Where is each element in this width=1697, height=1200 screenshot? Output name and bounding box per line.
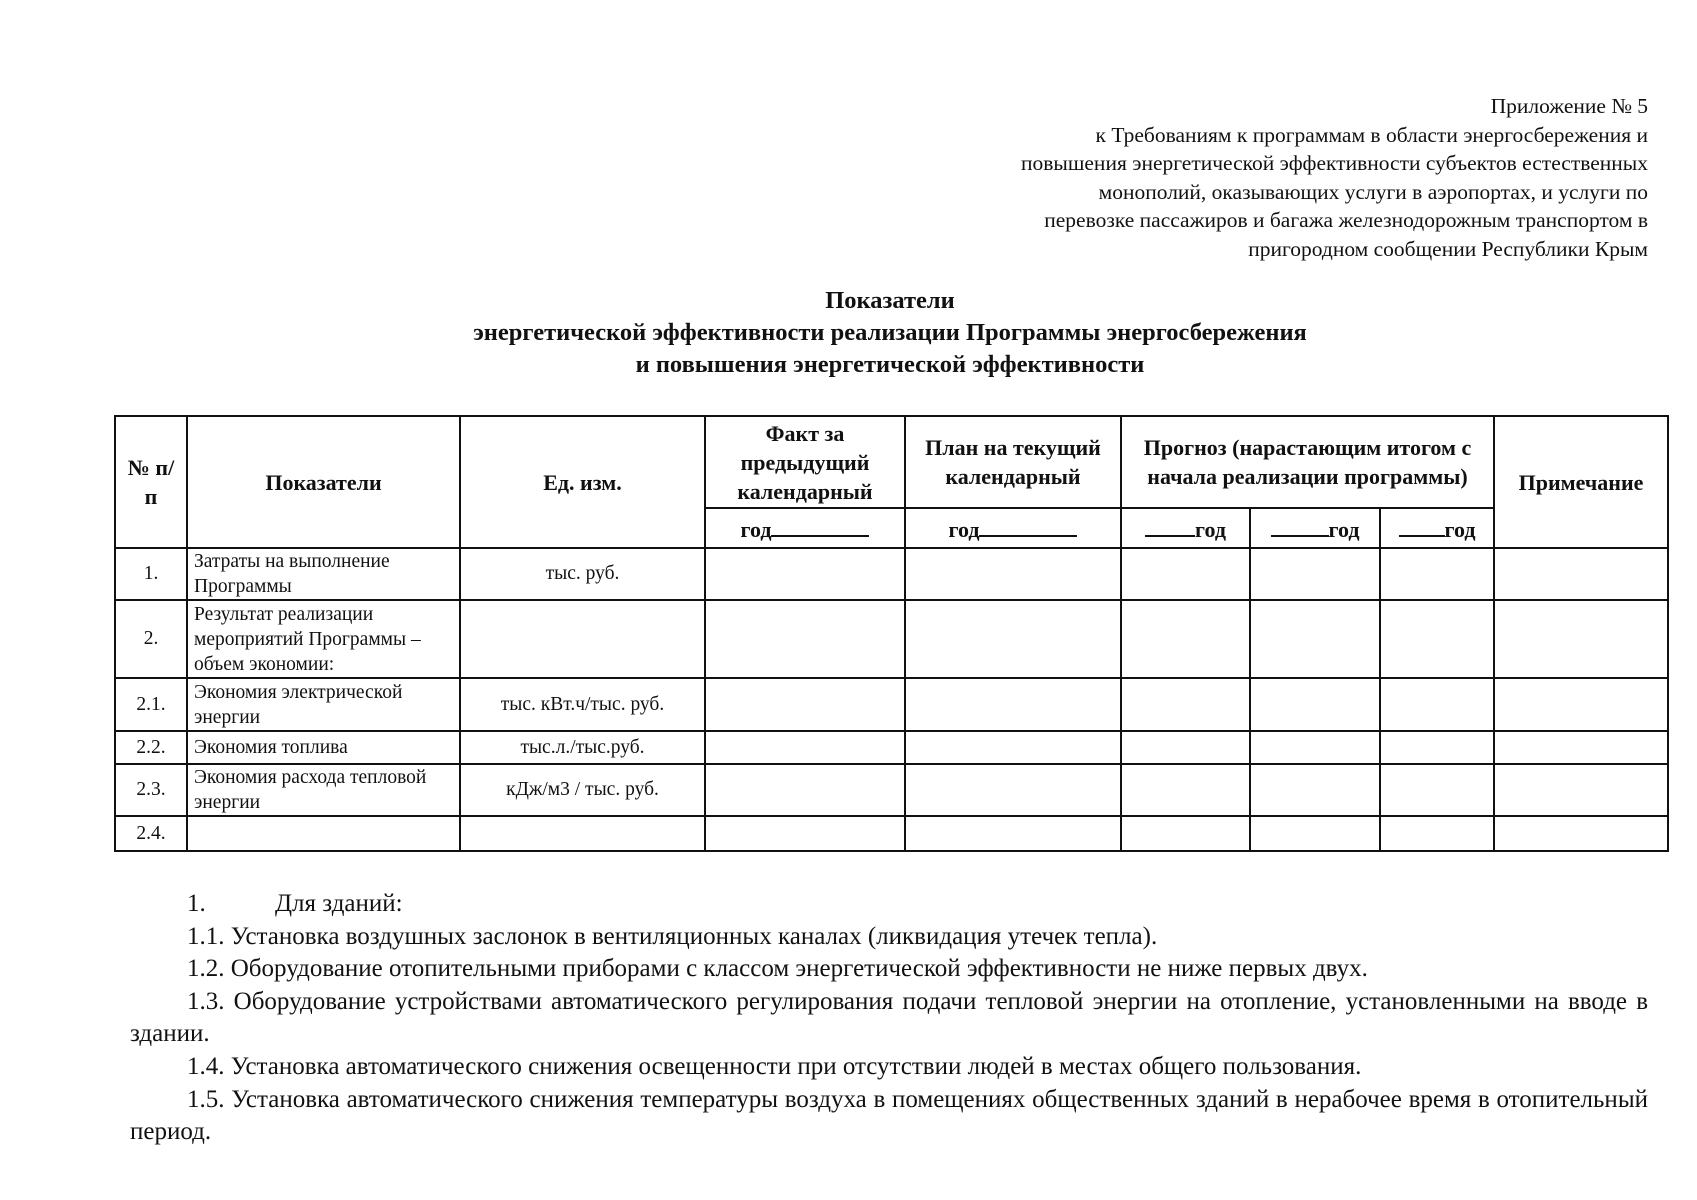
- row-indicator: [187, 816, 460, 851]
- table-row: [115, 764, 1668, 816]
- indicators-table: [114, 415, 1669, 852]
- row-forecast-cell: [1121, 731, 1250, 764]
- row-forecast-cell: [1121, 600, 1250, 678]
- row-plan-cell: [905, 678, 1121, 731]
- row-fact-cell: [705, 678, 905, 731]
- measure-item: 1.3. Оборудование устройствами автоматического регулирования подачи тепловой энергии на отопление, установленными на вводе в здании.: [130, 987, 1648, 1048]
- row-unit: [460, 816, 705, 851]
- header-unit: Ед. изм.: [460, 416, 705, 548]
- row-fact-cell: [705, 548, 905, 600]
- header-plan-year: год: [905, 508, 1121, 548]
- row-forecast-cell: [1250, 678, 1380, 731]
- row-plan-cell: [905, 816, 1121, 851]
- row-indicator: Результат реализации мероприятий Программы – объем экономии:: [187, 600, 460, 678]
- row-num: 2.4.: [115, 816, 187, 851]
- row-unit: [460, 600, 705, 678]
- measure-item: [130, 888, 1648, 921]
- table-header-row: [115, 416, 1668, 508]
- header-num: № п/п: [115, 416, 187, 548]
- row-unit: тыс.л./тыс.руб.: [460, 731, 705, 764]
- row-num: 2.3.: [115, 764, 187, 816]
- row-fact-cell: [705, 731, 905, 764]
- row-forecast-cell: [1250, 600, 1380, 678]
- row-forecast-cell: [1380, 731, 1494, 764]
- row-num: 1.: [115, 548, 187, 600]
- header-indicator: Показатели: [187, 416, 460, 548]
- header-plan: План на текущий календарный: [905, 416, 1121, 508]
- title-line: Показатели: [825, 287, 955, 314]
- row-forecast-cell: [1250, 731, 1380, 764]
- measure-item: 1.2. Оборудование отопительными приборами с классом энергетической эффективности не ниже первых двух.: [187, 955, 1368, 983]
- header-forecast-year-2: год: [1250, 508, 1380, 548]
- row-forecast-cell: [1250, 548, 1380, 600]
- row-forecast-cell: [1380, 678, 1494, 731]
- row-plan-cell: [905, 600, 1121, 678]
- row-fact-cell: [705, 600, 905, 678]
- row-forecast-cell: [1121, 764, 1250, 816]
- row-fact-cell: [705, 764, 905, 816]
- row-forecast-cell: [1121, 548, 1250, 600]
- row-forecast-cell: [1380, 816, 1494, 851]
- row-unit: тыс. руб.: [460, 548, 705, 600]
- header-fact-year: год: [705, 508, 905, 548]
- row-indicator: Затраты на выполнение Программы: [187, 548, 460, 600]
- row-num: 2.1.: [115, 678, 187, 731]
- row-forecast-cell: [1250, 816, 1380, 851]
- appendix-line: к Требованиям к программам в области энергосбережения и: [1095, 122, 1648, 147]
- appendix-line: монополий, оказывающих услуги в аэропортах, и услуги по: [1098, 179, 1648, 204]
- row-plan-cell: [905, 764, 1121, 816]
- row-forecast-cell: [1380, 764, 1494, 816]
- row-note-cell: [1494, 816, 1668, 851]
- row-fact-cell: [705, 816, 905, 851]
- row-num: 2.2.: [115, 731, 187, 764]
- header-fact: Факт за предыдущий календарный: [705, 416, 905, 508]
- header-note: Примечание: [1494, 416, 1668, 548]
- title-line: энергетической эффективности реализации Программы энергосбережения: [473, 319, 1307, 346]
- document-title: [300, 285, 1480, 381]
- measure-text: Для зданий:: [275, 890, 403, 917]
- row-forecast-cell: [1380, 548, 1494, 600]
- appendix-line: Приложение № 5: [1490, 94, 1648, 118]
- row-note-cell: [1494, 678, 1668, 731]
- row-forecast-cell: [1121, 816, 1250, 851]
- measure-item: 1.4. Установка автоматического снижения освещенности при отсутствии людей в местах общего пользования.: [187, 1052, 1362, 1080]
- measure-number: 1.: [187, 890, 206, 917]
- row-indicator: Экономия электрической энергии: [187, 678, 460, 731]
- table-row: [115, 548, 1668, 600]
- table-row: [115, 600, 1668, 678]
- measure-item: 1.5. Установка автоматического снижения температуры воздуха в помещениях общественных зданий в нерабочее время в отопительный период.: [130, 1085, 1648, 1146]
- header-forecast-year-3: год: [1380, 508, 1494, 548]
- row-unit: кДж/м3 / тыс. руб.: [460, 764, 705, 816]
- appendix-line: повышения энергетической эффективности субъектов естественных: [1020, 151, 1648, 176]
- measure-item: 1.1. Установка воздушных заслонок в вентиляционных каналах (ликвидация утечек тепла).: [187, 922, 1158, 950]
- row-indicator: Экономия расхода тепловой энергии: [187, 764, 460, 816]
- row-note-cell: [1494, 731, 1668, 764]
- row-forecast-cell: [1250, 764, 1380, 816]
- row-plan-cell: [905, 731, 1121, 764]
- row-unit: тыс. кВт.ч/тыс. руб.: [460, 678, 705, 731]
- row-indicator: Экономия топлива: [187, 731, 460, 764]
- header-forecast-year-1: год: [1121, 508, 1250, 548]
- row-note-cell: [1494, 764, 1668, 816]
- row-forecast-cell: [1121, 678, 1250, 731]
- row-forecast-cell: [1380, 600, 1494, 678]
- row-plan-cell: [905, 548, 1121, 600]
- appendix-reference: [888, 92, 1648, 264]
- row-num: 2.: [115, 600, 187, 678]
- table-row: [115, 816, 1668, 851]
- measures-list: [130, 888, 1648, 1149]
- table-row: [115, 678, 1668, 731]
- title-line: и повышения энергетической эффективности: [635, 351, 1145, 378]
- row-note-cell: [1494, 600, 1668, 678]
- row-note-cell: [1494, 548, 1668, 600]
- appendix-line: пригородном сообщении Республики Крым: [1248, 236, 1648, 261]
- header-forecast: Прогноз (нарастающим итогом с начала реализации программы): [1121, 416, 1494, 508]
- table-row: [115, 731, 1668, 764]
- appendix-line: перевозке пассажиров и багажа железнодорожным транспортом в: [1044, 208, 1648, 233]
